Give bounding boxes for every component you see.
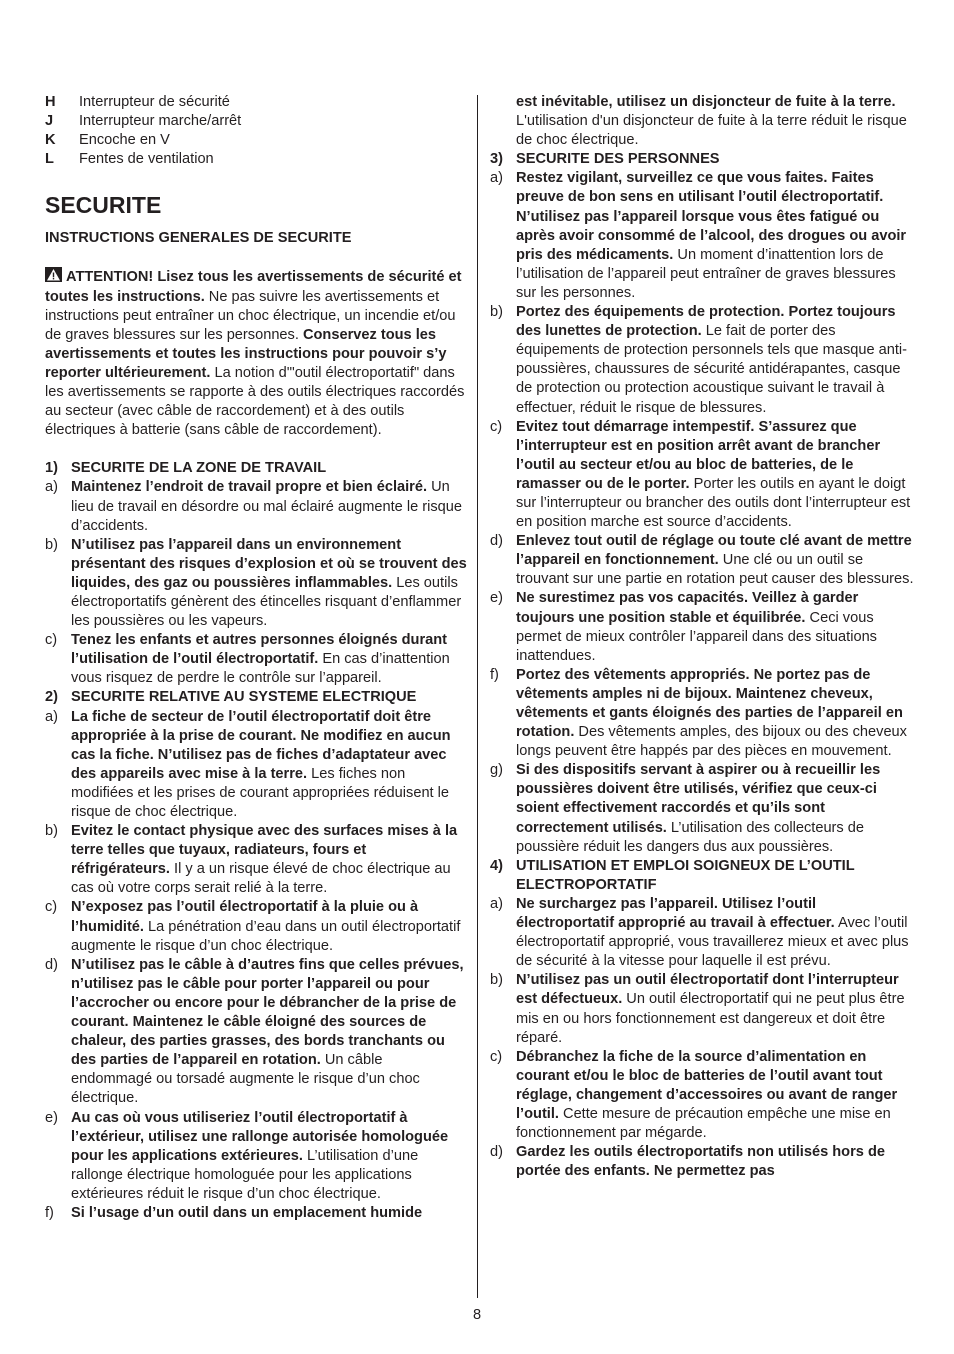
section-heading: [490, 150, 914, 169]
item-letter: d): [490, 533, 503, 550]
item-text: Cette mesure de précaution empêche une mise en fonctionnement par mégarde.: [516, 1105, 891, 1142]
section-heading-text: SECURITE DES PERSONNES: [516, 151, 720, 168]
item-letter: e): [490, 590, 503, 607]
item-text: Avec l’outil électroportatif approprié, vous travaillerez mieux et avec plus de sécurité à la vitesse pour laquelle il est prévu.: [516, 915, 909, 970]
section-heading-text: UTILISATION ET EMPLOI SOIGNEUX DE L’OUTIL ELECTROPORTATIF: [516, 857, 855, 893]
list-item: [490, 761, 914, 856]
list-item: [490, 666, 914, 761]
column-divider: [477, 95, 478, 1298]
item-letter: c): [490, 1048, 503, 1065]
item-bold: N’exposez pas l’outil électroportatif à la pluie ou à l’humidité.: [71, 899, 419, 935]
list-item: [490, 1143, 914, 1181]
warning-bold: Conservez tous les avertissements et toutes les instructions pour pouvoir s’y reporter ultérieurement.: [45, 326, 447, 381]
section-heading: [45, 688, 467, 707]
section-heading-text: SECURITE DE LA ZONE DE TRAVAIL: [71, 460, 327, 477]
legend-row: [45, 112, 467, 131]
item-letter: b): [45, 536, 58, 553]
item-letter: b): [490, 304, 503, 321]
list-item: [490, 971, 914, 1047]
legend-label: Interrupteur marche/arrêt: [79, 113, 242, 130]
legend-key: L: [45, 151, 54, 168]
item-letter: g): [490, 762, 503, 779]
warning-bold: ATTENTION! Lisez tous les avertissements de sécurité et toutes les instructions.: [45, 269, 462, 305]
item-letter: c): [45, 899, 58, 916]
list-item: [45, 956, 467, 1109]
item-bold: Portez des équipements de protection. Portez toujours des lunettes de protection.: [516, 304, 896, 340]
item-letter: c): [490, 418, 503, 435]
list-item-continued: [490, 93, 914, 150]
list-item: [45, 536, 467, 631]
item-text: Le fait de porter des équipements de protection personnels tels que masque anti-poussières, chaussures de sécurité antidérapantes, casque de protection ou protection acoustique suivant le travail à effectuer, réduit le risque de blessures.: [516, 323, 908, 416]
item-text: Un moment d’inattention lors de l’utilisation de l’appareil peut entraîner de graves blessures sur les personnes.: [516, 246, 896, 301]
warning-paragraph: [45, 267, 467, 440]
item-text: La pénétration d’eau dans un outil électroportatif augmente le risque d’un choc électrique.: [71, 918, 461, 954]
list-item: [490, 532, 914, 589]
item-letter: d): [45, 956, 58, 973]
item-bold: Enlevez tout outil de réglage ou toute clé avant de mettre l’appareil en fonctionnement.: [516, 533, 912, 569]
item-text: Il y a un risque élevé de choc électrique au cas où votre corps serait relié à la terre.: [71, 861, 451, 897]
legend-label: Encoche en V: [79, 132, 170, 149]
list-item: [490, 895, 914, 971]
section-number: 2): [45, 689, 58, 706]
item-text: Une clé ou un outil se trouvant sur une partie en rotation peut causer des blessures.: [516, 552, 914, 588]
legend-row: [45, 93, 467, 112]
item-text: En cas d’inattention vous risquez de perdre le contrôle sur l’appareil.: [71, 651, 450, 687]
item-bold: N’utilisez pas l’appareil dans un environnement présentant des risques d’explosion et où se trouvent des liquides, des gaz ou poussières inflammables.: [71, 536, 467, 591]
list-item: [45, 1109, 467, 1204]
list-item: [45, 708, 467, 823]
item-letter: b): [490, 972, 503, 989]
item-bold: Ne surestimez pas vos capacités. Veillez à garder toujours une position stable et équilibrée.: [516, 590, 859, 626]
item-bold: Restez vigilant, surveillez ce que vous faites. Faites preuve de bon sens en utilisant l’outil électroportatif. N’utilisez pas l’appareil lorsque vous êtes fatigué ou après avoir consommé de l’alcool, des drogues ou avoir pris des médicaments.: [516, 170, 907, 263]
legend-key: K: [45, 132, 56, 149]
list-item: [45, 822, 467, 898]
item-text: Ceci vous permet de mieux contrôler l’appareil dans des situations inattendues.: [516, 609, 877, 664]
section-subtitle: INSTRUCTIONS GENERALES DE SECURITE: [45, 230, 352, 247]
item-text: Un câble endommagé ou torsadé augmente le risque d’un choc électrique.: [71, 1052, 420, 1107]
item-bold: Si l’usage d’un outil dans un emplacement humide: [71, 1204, 423, 1221]
item-letter: f): [490, 666, 499, 683]
item-text: Porter les outils en ayant le doigt sur l’interrupteur ou brancher des outils dont l’interrupteur est en position marche est source d’accidents.: [516, 475, 911, 531]
list-item: [45, 478, 467, 535]
item-text: Des vêtements amples, des bijoux ou des cheveux longs peuvent être happés par des pièces en mouvement.: [516, 724, 907, 760]
page-number: 8: [472, 1307, 482, 1323]
list-item: [45, 1204, 467, 1223]
item-text: L'utilisation d'un disjoncteur de fuite à la terre réduit le risque de choc électrique.: [516, 113, 907, 149]
list-item: [45, 898, 467, 955]
item-bold: Tenez les enfants et autres personnes éloignés durant l’utilisation de l’outil électroportatif.: [71, 632, 448, 668]
legend-row: [45, 150, 467, 169]
item-bold: Portez des vêtements appropriés. Ne portez pas de vêtements amples ni de bijoux. Maintenez cheveux, vêtements et gants éloignés des parties de l’appareil en rotation.: [516, 666, 903, 741]
item-text: L’utilisation des collecteurs de poussière réduit les dangers dus aux poussières.: [516, 819, 865, 855]
item-bold: Ne surchargez pas l’appareil. Utilisez l’outil électroportatif approprié au travail à effectuer.: [516, 895, 835, 932]
item-letter: e): [45, 1109, 58, 1126]
item-letter: d): [490, 1144, 503, 1161]
list-item: [490, 589, 914, 665]
parts-legend: [45, 93, 467, 169]
item-letter: a): [490, 895, 503, 912]
item-letter: a): [490, 170, 503, 187]
item-text: Les outils électroportatifs génèrent des étincelles risquant d’enflammer les poussières ou les vapeurs.: [71, 574, 462, 630]
item-text: Les fiches non modifiées et les prises de courant appropriées réduisent le risque de choc électrique.: [71, 765, 450, 820]
list-item: [490, 169, 914, 303]
warning-text: Ne pas suivre les avertissements et instructions peut entraîner un choc électrique, un incendie et/ou de graves blessures sur les personnes.: [45, 288, 456, 343]
legend-key: J: [45, 113, 54, 130]
item-text: Un lieu de travail en désordre ou mal éclairé augmente le risque d’accidents.: [71, 479, 463, 534]
section-number: 1): [45, 460, 58, 477]
item-text: Un outil électroportatif qui ne peut plus être mis en ou hors fonctionnement est dangereux et doit être réparé.: [516, 991, 905, 1046]
section-number: 3): [490, 151, 503, 168]
item-letter: a): [45, 708, 58, 725]
list-item: [490, 303, 914, 418]
section-heading: [490, 857, 914, 895]
legend-row: [45, 131, 467, 150]
item-bold: Débranchez la fiche de la source d’alimentation en courant et/ou le bloc de batteries de l’outil avant tout réglage, changement d’accessoires ou avant de ranger l’outil.: [516, 1048, 898, 1122]
item-letter: f): [45, 1204, 54, 1221]
right-column: [490, 93, 914, 1181]
item-text: L’utilisation d’une rallonge électrique homologuée pour les applications extérieures réduit le risque d’un choc électrique.: [71, 1147, 419, 1202]
item-letter: b): [45, 823, 58, 840]
legend-key: H: [45, 94, 56, 110]
item-bold: Gardez les outils électroportatifs non utilisés hors de portée des enfants. Ne permettez pas: [516, 1144, 885, 1180]
list-item: [490, 1048, 914, 1143]
section-title: SECURITE: [45, 192, 162, 219]
item-bold: est inévitable, utilisez un disjoncteur de fuite à la terre.: [516, 94, 896, 110]
section-number: 4): [490, 857, 503, 874]
section-heading: [45, 459, 467, 478]
item-bold: Maintenez l’endroit de travail propre et bien éclairé.: [71, 479, 428, 496]
item-bold: Si des dispositifs servant à aspirer ou à recueillir les poussières doivent être utilisés, vérifiez que ceux-ci soient effectivement raccordés et qu’ils sont correctement utilisés.: [516, 762, 881, 836]
section-heading-text: SECURITE RELATIVE AU SYSTEME ELECTRIQUE: [71, 689, 417, 706]
item-bold: N’utilisez pas le câble à d’autres fins que celles prévues, n’utilisez pas le câble pour porter l’appareil ou pour l’accrocher ou encore pour le débrancher de la prise de courant. Maintenez le câble éloigné des sources de chaleur, des parties grasses, des bords tranchants ou des parties de l’appareil en rotation.: [71, 956, 464, 1069]
warning-triangle-icon: [45, 267, 62, 282]
item-letter: a): [45, 479, 58, 496]
left-column: [45, 93, 467, 1223]
legend-label: Interrupteur de sécurité: [79, 94, 230, 110]
item-bold: N’utilisez pas un outil électroportatif dont l’interrupteur est défectueux.: [516, 972, 899, 1008]
item-bold: Evitez tout démarrage intempestif. S’assurez que l’interrupteur est en position arrêt avant de brancher l’outil au secteur et/ou au bloc de batteries, de le ramasser ou de le porter.: [516, 418, 881, 492]
item-bold: La fiche de secteur de l’outil électroportatif doit être appropriée à la prise de courant. Ne modifiez en aucun cas la fiche. N’utilisez pas de fiches d’adaptateur avec des appareils avec mise à la terre.: [71, 708, 451, 782]
item-bold: Evitez le contact physique avec des surfaces mises à la terre telles que tuyaux, radiateurs, fours et réfrigérateurs.: [71, 823, 458, 878]
list-item: [490, 418, 914, 533]
item-letter: c): [45, 632, 58, 649]
list-item: [45, 631, 467, 688]
item-bold: Au cas où vous utiliseriez l’outil électroportatif à l’extérieur, utilisez une rallonge autorisée homologuée pour les applications extérieures.: [71, 1109, 449, 1164]
warning-text: La notion d'"outil électroportatif" dans les avertissements se rapporte à des outils électriques raccordés au secteur (avec câble de raccordement) et à des outils électriques à batterie (sans câble de raccordement).: [45, 364, 465, 439]
legend-label: Fentes de ventilation: [79, 151, 214, 168]
